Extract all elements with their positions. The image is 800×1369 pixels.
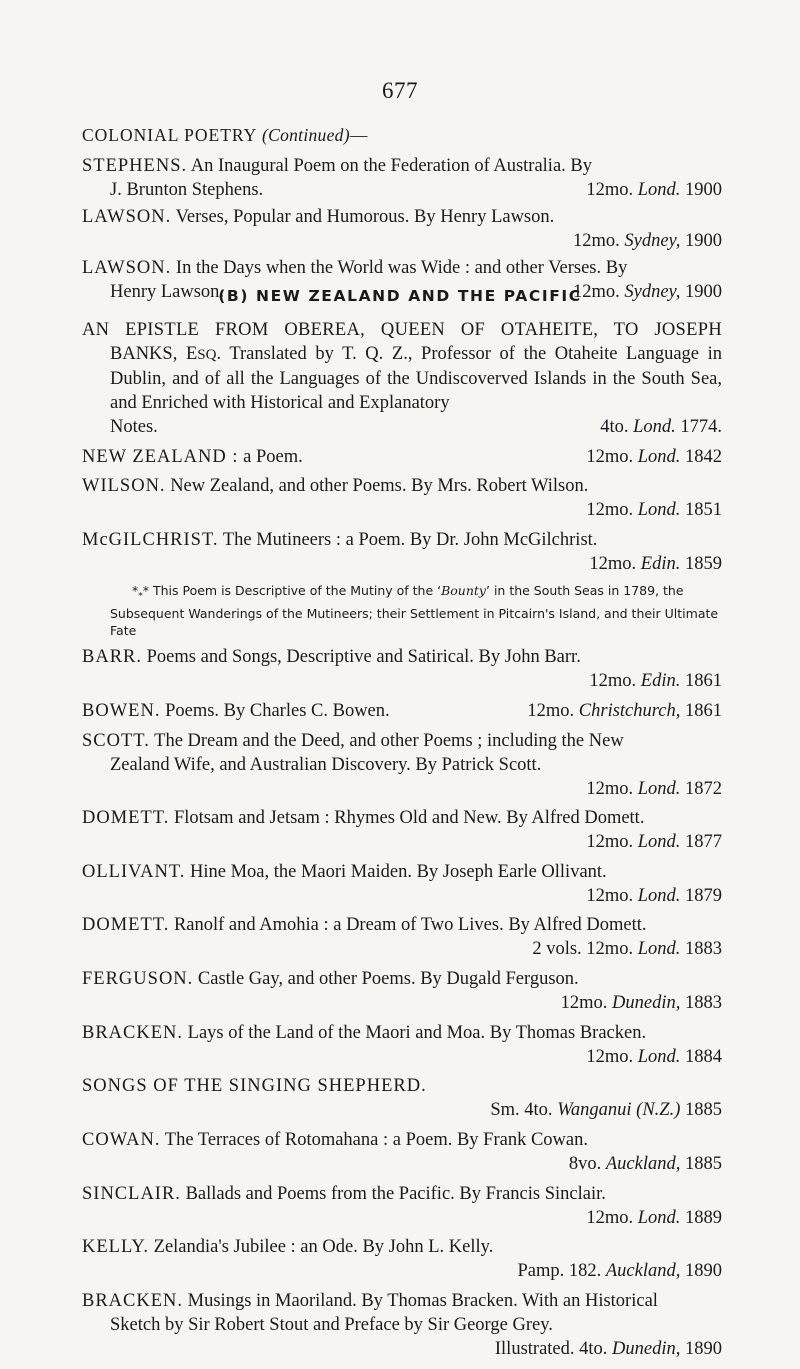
catalog-entry-bowen — [82, 699, 722, 723]
entry-author: LAWSON. — [82, 258, 172, 278]
entry-imprint: 4to. Lond. 1774. — [600, 417, 722, 437]
entry-author: BARR. — [82, 647, 143, 668]
entry-title: Poems. By Charles C. Bowen. — [165, 700, 390, 721]
entry-title: Ranolf and Amohia : a Dream of Two Lives. By Alfred Domett. — [173, 915, 647, 936]
entry-imprint: 12mo. Lond. 1851 — [586, 500, 722, 521]
entry-author: OLLIVANT. — [82, 861, 186, 882]
entry-imprint: 2 vols. 12mo. Lond. 1883 — [532, 939, 722, 960]
catalog-entry-oberea: AN EPISTLE FROM OBEREA, QUEEN OF OTAHEITE, TO JOSEPH BANKS, ESQ. Translated by T. Q. Z., Professor of the Otaheite Language in Dublin, and of all the Languages of the Undiscoverved Islands in the South Sea, and Enriched with Historical and Explanatory Notes. 4to. Lond. 1774. — [82, 320, 722, 437]
entry-author: SINCLAIR. — [82, 1183, 181, 1204]
entry-title-cont: J. Brunton Stephens. — [110, 180, 264, 200]
entry-imprint: 12mo. Dunedin, 1883 — [560, 993, 722, 1014]
entry-imprint: 12mo. Lond. 1872 — [586, 778, 722, 799]
entry-title: Flotsam and Jetsam : Rhymes Old and New. By Alfred Domett. — [173, 808, 645, 829]
entry-author: McGILCHRIST. — [82, 529, 219, 550]
catalog-entry-lawson-1 — [82, 205, 722, 253]
entry-imprint: 12mo. Lond. 1877 — [586, 832, 722, 853]
entry-imprint: 12mo. Lond. 1884 — [586, 1046, 722, 1067]
entry-title: Hine Moa, the Maori Maiden. By Joseph Earle Ollivant. — [190, 861, 607, 882]
catalog-entry-bracken-2 — [82, 1289, 722, 1361]
entry-imprint: 12mo. Edin. 1859 — [589, 553, 722, 574]
catalog-entry-kelly — [82, 1235, 722, 1283]
catalog-entry-wilson — [82, 474, 722, 522]
catalog-entry-scott — [82, 729, 722, 801]
entry-imprint: 12mo. Edin. 1861 — [589, 671, 722, 692]
entry-author: STEPHENS. — [82, 156, 188, 176]
entry-author: LAWSON. — [82, 207, 172, 227]
entry-author: FERGUSON. — [82, 969, 194, 990]
catalog-entry-stephens — [82, 154, 722, 202]
footnote: $*_**$ This Poem is Descriptive of the Mutiny of the ‘Bounty’ in the South Seas in 1789, the Subsequent Wanderings of the Mutineers; their Settlement in Pitcairn's Island, and their Ultimate Fate — [110, 582, 719, 639]
entry-imprint: 12mo. Lond. 1889 — [586, 1207, 722, 1228]
entry-author: BOWEN. — [82, 700, 161, 721]
entry-title: a Poem. — [243, 446, 303, 467]
entry-author: DOMETT. — [82, 808, 170, 829]
heading-dash: — — [349, 125, 369, 145]
entry-author: NEW ZEALAND : — [82, 446, 239, 467]
catalog-entry-domett-1 — [82, 806, 722, 854]
catalog-entry-singing-shepherd — [82, 1074, 722, 1122]
entry-imprint: 8vo. Auckland, 1885 — [568, 1154, 722, 1175]
heading-continued: (Continued) — [261, 125, 350, 145]
catalog-entry-bracken-1 — [82, 1021, 722, 1069]
entry-imprint: 12mo. Christchurch, 1861 — [527, 700, 722, 721]
catalog-entry-barr — [82, 645, 722, 693]
entry-title: Zelandia's Jubilee : an Ode. By John L. Kelly. — [153, 1237, 494, 1258]
catalog-entry-sinclair — [82, 1182, 722, 1230]
entry-title: The Terraces of Rotomahana : a Poem. By Frank Cowan. — [164, 1130, 589, 1151]
entry-title: The Dream and the Deed, and other Poems ; including the New — [154, 730, 624, 751]
page-number: 677 — [382, 78, 418, 103]
entry-title: Ballads and Poems from the Pacific. By Francis Sinclair. — [185, 1183, 606, 1204]
entry-title: Castle Gay, and other Poems. By Dugald Ferguson. — [197, 969, 579, 990]
entry-author: COWAN. — [82, 1130, 161, 1151]
catalog-entry-ollivant — [82, 860, 722, 908]
entry-title-cont: Henry Lawson. — [110, 282, 225, 302]
entry-author: KELLY. — [82, 1237, 150, 1258]
catalog-entry-new-zealand — [82, 445, 722, 469]
entry-title: The Mutineers : a Poem. By Dr. John McGilchrist. — [222, 529, 598, 550]
entry-imprint: Sm. 4to. Wanganui (N.Z.) 1885 — [490, 1100, 722, 1121]
entry-title: New Zealand, and other Poems. By Mrs. Robert Wilson. — [170, 476, 589, 497]
entry-imprint: 12mo. Lond. 1900 — [586, 180, 722, 200]
entry-author: SCOTT. — [82, 730, 150, 751]
entry-author: DOMETT. — [82, 915, 170, 936]
catalog-entry-cowan — [82, 1128, 722, 1176]
entry-title: In the Days when the World was Wide : and other Verses. By — [175, 258, 628, 278]
catalog-entry-mcgilchrist — [82, 528, 722, 576]
entry-title: Musings in Maoriland. By Thomas Bracken. With an Historical — [187, 1291, 658, 1311]
section-heading: (B) NEW ZEALAND AND THE PACIFIC — [218, 287, 582, 305]
entry-imprint: Illustrated. 4to. Dunedin, 1890 — [494, 1339, 722, 1359]
entry-title-cont: Sketch by Sir Robert Stout and Preface by Sir George Grey. — [110, 1315, 553, 1335]
entry-author: BRACKEN. — [82, 1022, 184, 1043]
catalog-entry-ferguson — [82, 967, 722, 1015]
entry-author: BRACKEN. — [82, 1291, 184, 1311]
entry-imprint: Pamp. 182. Auckland, 1890 — [517, 1261, 722, 1282]
running-heading — [82, 125, 368, 146]
heading-title: COLONIAL POETRY — [82, 125, 257, 145]
asterism: $*_**$ — [132, 582, 149, 602]
catalog-entry-domett-2 — [82, 913, 722, 961]
entry-imprint: 12mo. Lond. 1879 — [586, 885, 722, 906]
entry-author: WILSON. — [82, 476, 166, 497]
entry-title-cont: Zealand Wife, and Australian Discovery. By Patrick Scott. — [110, 754, 542, 775]
entry-imprint: 12mo. Sydney, 1900 — [572, 282, 722, 302]
entry-author: SONGS OF THE SINGING SHEPHERD. — [82, 1076, 427, 1097]
entry-imprint: 12mo. Lond. 1842 — [586, 446, 722, 467]
entry-title: Poems and Songs, Descriptive and Satirical. By John Barr. — [146, 647, 581, 668]
entry-imprint: 12mo. Sydney, 1900 — [572, 231, 722, 251]
entry-title: An Inaugural Poem on the Federation of Australia. By — [190, 156, 592, 176]
entry-title: Verses, Popular and Humorous. By Henry Lawson. — [175, 207, 555, 227]
entry-title: Lays of the Land of the Maori and Moa. By Thomas Bracken. — [187, 1022, 647, 1043]
